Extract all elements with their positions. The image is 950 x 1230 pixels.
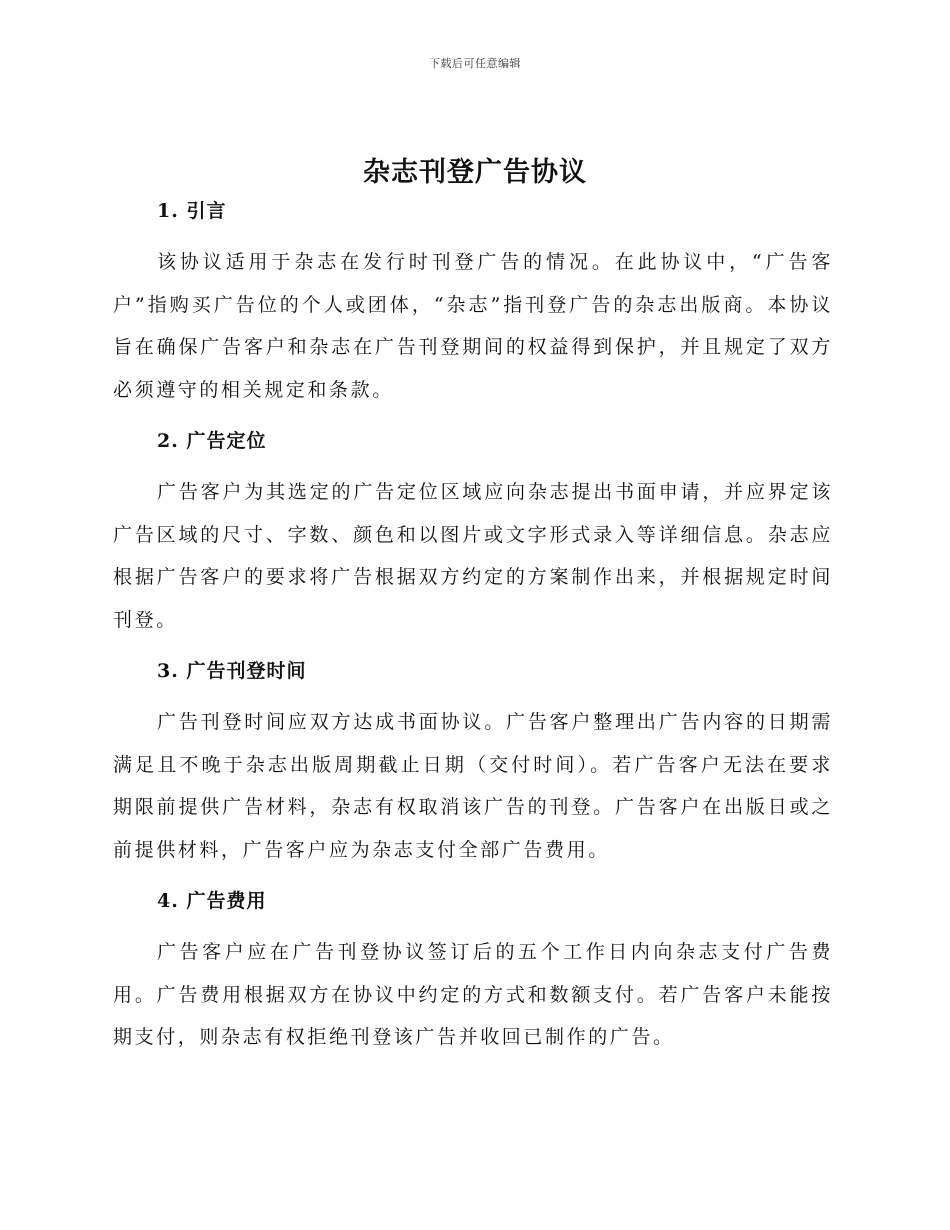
section-ad-positioning: [113, 427, 833, 641]
section-heading: 2. 广告定位: [157, 430, 267, 452]
header-note: 下载后可任意编辑: [429, 57, 521, 70]
document-title: 杂志刊登广告协议: [363, 157, 587, 188]
section-introduction: [113, 197, 833, 411]
section-heading: 4. 广告费用: [157, 890, 267, 912]
section-paragraph: 该协议适用于杂志在发行时刊登广告的情况。在此协议中，“广告客户”指购买广告位的个人或团体，“杂志”指刊登广告的杂志出版商。本协议旨在确保广告客户和杂志在广告刊登期间的权益得到保护，并且规定了双方必须遵守的相关规定和条款。: [113, 251, 833, 401]
section-paragraph: 广告客户为其选定的广告定位区域应向杂志提出书面申请，并应界定该广告区域的尺寸、字数、颜色和以图片或文字形式录入等详细信息。杂志应根据广告客户的要求将广告根据双方约定的方案制作出来，并根据规定时间刊登。: [113, 481, 833, 631]
section-paragraph: 广告客户应在广告刊登协议签订后的五个工作日内向杂志支付广告费用。广告费用根据双方在协议中约定的方式和数额支付。若广告客户未能按期支付，则杂志有权拒绝刊登该广告并收回已制作的广告。: [113, 941, 833, 1048]
section-ad-fees: [113, 887, 833, 1059]
section-paragraph: 广告刊登时间应双方达成书面协议。广告客户整理出广告内容的日期需满足且不晚于杂志出版周期截止日期（交付时间）。若广告客户无法在要求期限前提供广告材料，杂志有权取消该广告的刊登。广告客户在出版日或之前提供材料，广告客户应为杂志支付全部广告费用。: [113, 711, 833, 861]
section-heading: 3. 广告刊登时间: [157, 660, 307, 682]
section-publication-time: [113, 657, 833, 871]
section-heading: 1. 引言: [157, 200, 227, 222]
